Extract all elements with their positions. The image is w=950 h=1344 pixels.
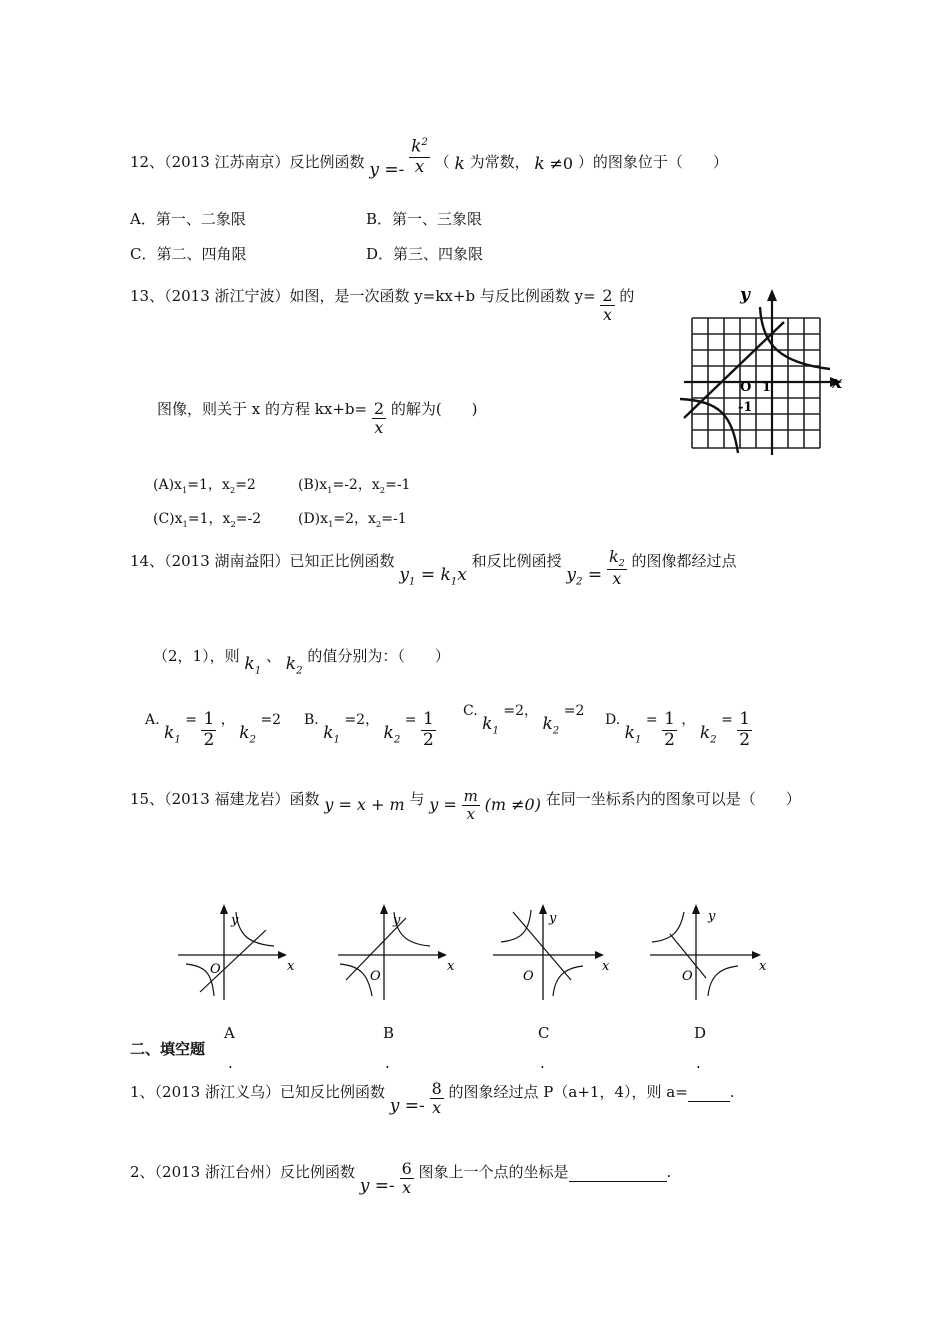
q14-option-b-label: B. <box>304 712 319 729</box>
q13-option-b-var2: x <box>371 477 380 493</box>
q14-option-b <box>304 710 436 750</box>
fill1-den: x <box>432 1098 442 1118</box>
q13-option-a-val2: =2 <box>235 477 256 493</box>
fill2-prefix: 2、（2013 浙江台州）反比例函数 <box>130 1162 355 1181</box>
q14-option-d-k2-frac <box>737 710 752 750</box>
q15-d-y-label: y <box>708 909 716 924</box>
q13-x-label: x <box>832 373 843 393</box>
fill2-line <box>130 1160 671 1198</box>
q14-f2-y-sub: 2 <box>576 576 583 588</box>
q14-f2-fraction <box>607 548 627 589</box>
q12-func-den: x <box>414 157 425 178</box>
q13-graph <box>680 285 850 460</box>
q13-one-label: 1 <box>762 380 772 395</box>
q14-option-d-k2-den: 2 <box>739 729 751 750</box>
fill1-suffix: 的图象经过点 P（a+1，4），则 a= <box>448 1082 688 1101</box>
q14-option-b-k2: $k_2$ <box>383 723 401 746</box>
q15-f2-fraction <box>462 788 480 824</box>
q15-b-y-label: y <box>393 913 401 928</box>
q14-option-b-k1-eq: =2， <box>344 712 380 729</box>
q13-option-a-sub2: 2 <box>229 484 236 495</box>
q15-d-y-arrow <box>692 904 700 914</box>
fill1-answer-blank[interactable] <box>688 1083 730 1102</box>
fill1-prefix: 1、（2013 浙江义乌）已知反比例函数 <box>130 1082 385 1101</box>
q13-frac2-num: 2 <box>373 399 385 418</box>
q14-option-a-k2-eq: =2 <box>260 712 282 729</box>
q14-sep: 、 <box>265 647 281 665</box>
q14-option-a-k1-den: 2 <box>203 729 215 750</box>
q13-line2-prefix: 图像，则关于 x 的方程 kx+b= <box>157 399 368 418</box>
q14-option-c-k1-eq: =2， <box>503 703 539 719</box>
fill2-suffix: 图象上一个点的坐标是 <box>418 1162 569 1181</box>
q14-k1-var: k <box>244 654 255 674</box>
q15-d-x-arrow <box>752 951 761 959</box>
q13-frac-den: x <box>603 305 613 325</box>
q13-option-d-var1: x <box>320 511 329 527</box>
q14-f1-y: y <box>399 565 409 586</box>
q12-func-num: k <box>411 136 422 157</box>
q15-c-line <box>513 912 571 980</box>
q13-hyperbola-branch-2 <box>680 399 738 453</box>
q14-option-c-k1: $k_1$ <box>482 714 499 737</box>
q12-option-d: D．第三、四象限 <box>366 245 484 263</box>
q13-option-a-sub1: 1 <box>181 484 188 495</box>
q15-c-y-label: y <box>549 911 557 926</box>
q14-option-a-k2: $k_2$ <box>239 723 256 746</box>
q12-paren-open: （ <box>434 153 450 172</box>
q13-line1 <box>130 287 634 325</box>
fill1-end: . <box>729 1082 735 1101</box>
q13-line2 <box>157 400 478 438</box>
q12-option-a: A．第一、二象限 <box>130 210 246 228</box>
q14-line1 <box>130 548 737 589</box>
q15-graph-b <box>330 900 470 1005</box>
q15-dot-b: . <box>385 1054 390 1072</box>
section-title: 二、填空题 <box>130 1040 206 1058</box>
q14-option-c-k2-eq: =2 <box>563 703 585 719</box>
q13-option-b-label: (B) <box>298 477 320 493</box>
q14-line2-prefix: （2，1），则 <box>153 647 240 665</box>
q12-option-b: B．第一、三象限 <box>366 210 483 228</box>
q15-b-y-arrow <box>380 904 388 914</box>
q12-k1: k <box>454 154 465 175</box>
q13-option-d-var2: x <box>368 511 376 527</box>
q15-f1: y = x + m <box>324 794 405 814</box>
q13-line1-fraction <box>600 287 614 325</box>
q13-option-d-label: (D) <box>298 511 321 527</box>
q14-option-d-k2: $k_2$ <box>699 723 717 746</box>
q14-f1 <box>399 565 467 588</box>
q15-a-x-label: x <box>287 959 295 974</box>
q14-option-d <box>605 710 752 750</box>
q15-d-x-label: x <box>759 959 767 974</box>
q14-option-a-comma: ， <box>220 712 235 729</box>
q14-option-c-k2: $k_2$ <box>542 714 560 737</box>
q13-line1-suffix: 的 <box>619 286 635 305</box>
q14-option-c <box>463 703 585 737</box>
q13-linear-line <box>684 322 784 418</box>
q13-frac-num: 2 <box>602 286 613 305</box>
q15-graph-c <box>487 900 627 1005</box>
q15-f2-den: x <box>466 805 475 824</box>
q13-option-c-val1: =1， <box>187 511 223 527</box>
q15-d-origin: O <box>682 969 693 984</box>
q14-mid: 和反比例函授 <box>471 552 562 571</box>
fill1-num: 8 <box>431 1079 442 1098</box>
q13-option-a <box>153 474 256 495</box>
fill1-fraction <box>430 1080 444 1118</box>
q15-caption-c: C <box>538 1024 550 1042</box>
q14-k2-sub: 2 <box>296 665 303 677</box>
q13-option-a-var2: x <box>221 477 230 493</box>
q15-caption-b: B <box>383 1024 395 1042</box>
fill2-end: . <box>666 1162 672 1181</box>
q14-option-d-k1-eq: = <box>645 712 658 729</box>
q15-f2-cond: (m ≠0) <box>484 794 541 814</box>
q13-option-c-val2: =-2 <box>235 511 262 527</box>
q13-line2-fraction <box>372 400 386 438</box>
q14-option-d-k1: $k_1$ <box>624 723 642 746</box>
q14-option-d-k2-num: 1 <box>739 709 751 729</box>
q14-k1-sub: 1 <box>254 665 262 677</box>
q14-option-b-k2-eq: = <box>404 712 417 729</box>
q15-graph-a <box>170 900 310 1005</box>
q14-k2-var: k <box>285 654 297 674</box>
q15-c-x-arrow <box>595 951 604 959</box>
q13-y-arrow <box>767 289 777 301</box>
q12-func-fraction <box>409 137 430 178</box>
q13-option-c <box>153 508 261 529</box>
q14-f2-eq: = <box>587 565 603 586</box>
q14-f2-y: y <box>566 565 577 586</box>
q14-f1-x: x <box>457 565 467 586</box>
q13-option-b-val2: =-1 <box>385 477 411 493</box>
q13-option-b-sub1: 1 <box>327 484 333 495</box>
q13-option-b <box>298 474 410 495</box>
q14-f1-y-sub: 1 <box>408 576 416 588</box>
q14-option-a-k1-num: 1 <box>203 709 215 729</box>
q14-option-a-k1: $k_1$ <box>164 723 181 746</box>
q14-option-d-k1-num: 1 <box>664 709 675 729</box>
q13-option-b-var1: x <box>319 477 328 493</box>
q12-line <box>130 137 728 187</box>
q15-caption-a: A <box>224 1024 235 1042</box>
q13-line2-suffix: 的解为( ) <box>390 399 478 418</box>
q15-b-x-label: x <box>447 959 455 974</box>
q15-caption-d: D <box>694 1024 707 1042</box>
q15-mid: 与 <box>409 789 425 808</box>
q13-frac2-den: x <box>374 418 384 438</box>
q15-dot-d: . <box>696 1054 701 1072</box>
q15-b-branch-2 <box>340 964 372 996</box>
q15-c-x-label: x <box>602 959 610 974</box>
q14-line2 <box>153 645 450 677</box>
fill2-den: x <box>402 1178 412 1198</box>
q14-k1 <box>244 654 262 677</box>
q14-f2 <box>566 565 603 588</box>
q15-a-y-arrow <box>220 904 228 914</box>
q13-option-b-sub2: 2 <box>379 484 386 495</box>
fill2-num: 6 <box>401 1159 412 1178</box>
q12-cond: 为常数， <box>469 153 530 172</box>
q14-f2-den: x <box>612 569 622 589</box>
q14-line2-suffix: 的值分别为：（ ） <box>307 647 450 665</box>
q12-prefix: 12、（2013 江苏南京）反比例函数 <box>130 153 365 172</box>
q15-a-line <box>200 930 266 992</box>
q15-b-origin: O <box>370 969 381 984</box>
q13-option-c-sub1: 1 <box>182 518 188 529</box>
q13-option-d-val1: =2， <box>333 511 369 527</box>
q14-f2-num-sub: 2 <box>618 558 625 570</box>
q15-d-branch-2 <box>708 966 738 996</box>
q12-k2: k <box>534 154 545 175</box>
q13-option-b-val1: =-2， <box>332 477 372 493</box>
q14-option-a-label: A. <box>145 712 160 729</box>
q15-suffix: 在同一坐标系内的图象可以是（ ） <box>545 789 801 808</box>
q14-option-d-label: D. <box>605 712 621 729</box>
q13-option-d <box>298 508 407 529</box>
q15-prefix: 15、（2013 福建龙岩）函数 <box>130 789 320 808</box>
q14-f1-rhs: = k <box>420 565 451 586</box>
q15-a-origin: O <box>210 962 221 977</box>
q14-option-d-k1-frac <box>662 710 677 750</box>
q15-b-x-arrow <box>438 951 447 959</box>
q14-option-a <box>145 710 281 750</box>
q15-c-y-arrow <box>539 904 547 914</box>
q15-f2-num: m <box>463 787 478 805</box>
q14-option-a-k1-eq: = <box>185 712 197 729</box>
fill2-fraction <box>400 1160 414 1198</box>
q13-option-c-var2: x <box>222 511 231 527</box>
q13-origin-label: O <box>740 380 752 395</box>
q13-y-label: y <box>740 285 750 305</box>
q14-k2 <box>285 654 303 677</box>
q12-func-num-exp: 2 <box>421 137 428 148</box>
fill1-line <box>130 1080 735 1118</box>
q15-graph-d <box>644 900 784 1005</box>
q15-dot-c: . <box>540 1054 545 1072</box>
fill2-answer-blank[interactable] <box>569 1163 667 1182</box>
q13-option-c-label: (C) <box>153 511 175 527</box>
q12-option-c: C．第二、四角限 <box>130 245 247 263</box>
q13-option-c-var1: x <box>174 511 183 527</box>
q13-option-c-sub2: 2 <box>230 518 236 529</box>
q13-option-a-var1: x <box>174 477 182 493</box>
q14-option-b-k2-den: 2 <box>422 729 434 750</box>
q14-option-d-k1-den: 2 <box>664 729 675 750</box>
q14-prefix: 14、（2013 湖南益阳）已知正比例函数 <box>130 552 395 571</box>
q15-a-y-label: y <box>231 913 239 928</box>
q15-c-origin: O <box>523 969 534 984</box>
q14-option-d-comma: ， <box>681 712 696 729</box>
q13-line1-prefix: 13、（2013 浙江宁波）如图，是一次函数 y=kx+b 与反比例函数 y= <box>130 286 596 305</box>
q13-option-d-val2: =-1 <box>381 511 407 527</box>
fill1-lhs: y =- <box>389 1095 425 1116</box>
q15-a-x-arrow <box>278 951 287 959</box>
q14-suffix: 的图像都经过点 <box>631 552 737 571</box>
q14-f2-num: k <box>608 547 619 566</box>
q13-minus-one-label: -1 <box>738 400 753 415</box>
q14-option-b-k2-frac <box>421 710 436 750</box>
q14-option-b-k2-num: 1 <box>422 709 434 729</box>
q12-suffix: ）的图象位于（ ） <box>577 153 728 172</box>
q15-f2-lhs: y = <box>429 794 457 814</box>
q14-f1-rhs-sub: 1 <box>450 576 458 588</box>
q14-option-d-k2-eq: = <box>721 712 733 729</box>
q13-option-d-sub2: 2 <box>375 518 382 529</box>
q13-option-a-label: (A) <box>153 477 175 493</box>
q15-c-branch-2 <box>553 966 583 996</box>
fill2-lhs: y =- <box>359 1175 395 1196</box>
q12-neq: ≠0 <box>549 154 574 174</box>
q14-option-b-k1: $k_1$ <box>323 723 340 746</box>
q15-d-branch-1 <box>652 912 684 942</box>
q14-option-c-label: C. <box>463 703 478 719</box>
q14-option-a-k1-frac <box>201 710 216 750</box>
q13-option-a-val1: =1， <box>187 477 222 493</box>
q12-func-lhs: y =- <box>369 160 405 181</box>
q15-line <box>130 788 801 824</box>
q15-dot-a: . <box>228 1054 233 1072</box>
q13-option-d-sub1: 1 <box>328 518 334 529</box>
